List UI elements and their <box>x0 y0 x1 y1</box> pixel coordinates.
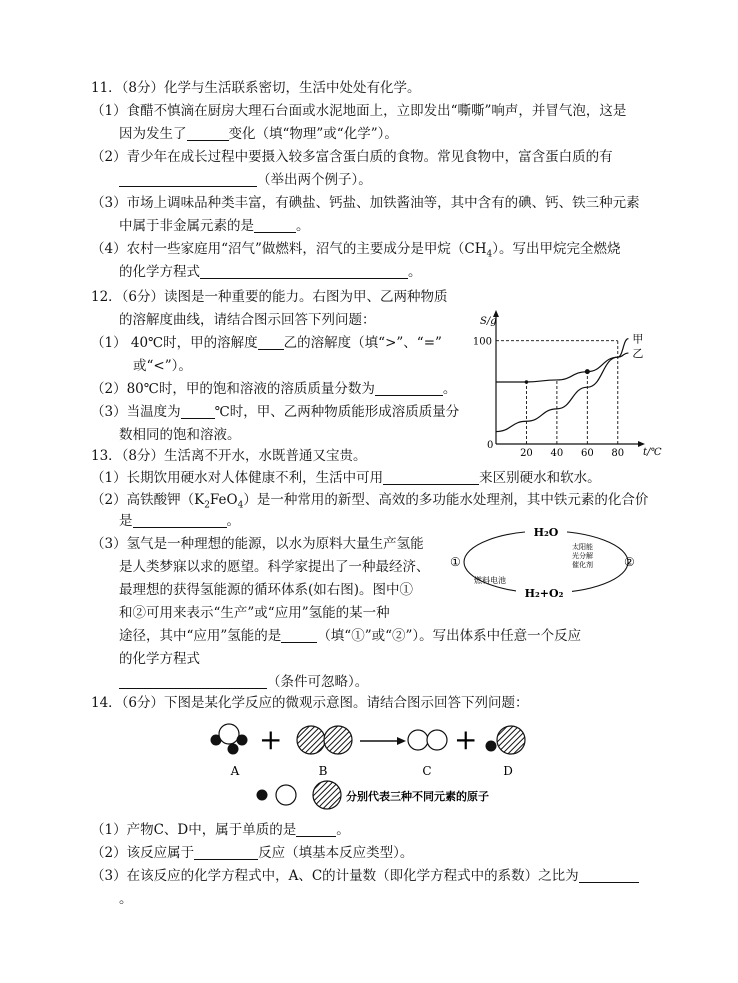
q12-p2 <box>91 379 456 399</box>
x-axis-label: t/℃ <box>643 447 662 458</box>
x-tick-label: 40 <box>550 448 564 459</box>
y-axis-label: S/g <box>480 316 497 327</box>
q13-p2-text4: 。 <box>226 513 240 529</box>
q12-p3-text: （3）当温度为 <box>91 404 181 420</box>
cycle-left-label: 燃料电池 <box>474 576 506 585</box>
label-b: B <box>318 764 328 778</box>
label-c: C <box>422 764 432 778</box>
q14-p3-line1 <box>91 866 639 886</box>
q12-p1-line1 <box>91 333 442 353</box>
q14-p3-answer-blank[interactable] <box>579 867 639 883</box>
q11-p1-text: 因为发生了 <box>119 126 187 142</box>
plus-sign: + <box>454 723 478 756</box>
q13-p2-answer-blank[interactable] <box>133 512 227 528</box>
q13-p2-sub2: 4 <box>237 500 244 511</box>
q12-stem2: 的溶解度曲线，请结合图示回答下列问题： <box>119 312 376 328</box>
q11-p3-text: 中属于非金属元素的是 <box>119 218 254 234</box>
q11-p1-line1: （1）食醋不慎滴在厨房大理石台面或水泥地面上，立即发出“嘶嘶”响声，并冒气泡，这是 <box>91 103 627 119</box>
y-tick-label: 100 <box>472 336 492 348</box>
cycle-right-label-1: 太阳能 <box>572 543 593 551</box>
q13-p3-line2: 是人类梦寐以求的愿望。科学家提出了一种最经济、 <box>119 559 430 575</box>
q12-p1-text2: 乙的溶解度（填“>”、“=” <box>283 335 442 351</box>
q11-p3-text2: 。 <box>296 218 310 234</box>
q12-stem: 12．（6分）读图是一种重要的能力。右图为甲、乙两种物质 <box>91 289 448 305</box>
q13-p3-line7 <box>119 672 368 692</box>
label-a: A <box>230 764 240 778</box>
q13-p2-mid: FeO <box>209 492 238 508</box>
white-atom <box>427 730 447 750</box>
q11-p2-answer-blank[interactable] <box>119 171 257 187</box>
point-20c <box>525 380 529 384</box>
q14-p3-line2: 。 <box>119 891 133 907</box>
q13-p2-line2 <box>119 511 240 531</box>
legend-white-atom <box>276 785 296 805</box>
q11-p4-text2: ）。写出甲烷完全燃烧 <box>492 241 621 257</box>
q14-p3-text: （3）在该反应的化学方程式中，A、C的计量数（即化学方程式中的系数）之比为 <box>91 868 579 884</box>
molecule-b <box>297 726 352 754</box>
black-atom <box>228 744 239 755</box>
q12-p3-answer-blank[interactable] <box>181 403 215 419</box>
solubility-chart <box>468 296 668 466</box>
q13-p2-text2: ）是一种常用的新型、高效的多功能水处理剂，其中铁元素的化合价 <box>243 492 649 508</box>
q14-p2 <box>91 843 413 863</box>
q11-p4-text3: 的化学方程式 <box>119 264 200 280</box>
reaction-arrow <box>360 737 406 745</box>
q14-p1-answer-blank[interactable] <box>296 821 336 837</box>
series-curve-2 <box>496 353 628 382</box>
q11-p4-line1 <box>91 239 620 265</box>
q13-stem: 13．（8分）生活离不开水，水既普通又宝贵。 <box>91 448 367 464</box>
q11-p4-answer-blank[interactable] <box>200 263 408 279</box>
q12-p2-answer-blank[interactable] <box>375 380 443 396</box>
q12-p3-text2: ℃时，甲、乙两种物质能形成溶质质量分 <box>214 404 460 420</box>
atom-legend <box>257 781 490 809</box>
hydrogen-cycle-diagram <box>448 528 640 606</box>
label-d: D <box>503 764 513 778</box>
q14-stem: 14．（6分）下图是某化学反应的微观示意图。请结合图示回答下列问题： <box>91 695 529 711</box>
q13-p2-text3: 是 <box>119 513 133 529</box>
q14-p1-text: （1）产物C、D中，属于单质的是 <box>91 822 297 838</box>
cycle-top-label: H₂O <box>533 528 559 539</box>
q14-p1 <box>91 820 350 840</box>
solubility-marks <box>496 333 643 432</box>
q11-p1-answer-blank[interactable] <box>187 125 229 141</box>
q12-p2-text: （2）80℃时，甲的饱和溶液的溶质质量分数为 <box>91 381 375 397</box>
q14-p1-text2: 。 <box>336 822 350 838</box>
q13-p1-answer-blank[interactable] <box>383 469 479 485</box>
q11-p1-line2 <box>119 124 398 144</box>
intersection-point <box>585 369 590 374</box>
reaction-micro-diagram <box>200 716 560 828</box>
q14-p2-text2: 反应（填基本反应类型）。 <box>258 845 414 861</box>
legend-black-atom <box>257 790 268 801</box>
q11-p2-line1: （2）青少年在成长过程中要摄入较多富含蛋白质的食物。常见食物中，富含蛋白质的有 <box>91 149 613 165</box>
q14-p2-text: （2）该反应属于 <box>91 845 195 861</box>
series-label-1: 甲 <box>632 332 644 346</box>
hatched-atom <box>297 726 325 754</box>
q11-p2-line2 <box>119 170 372 190</box>
q11-p4-text: （4）农村一些家庭用“沼气”做燃料，沼气的主要成分是甲烷（CH <box>91 241 487 257</box>
q11-p4-sub: 4 <box>486 249 493 260</box>
q13-p2-text: （2）高铁酸钾（K <box>91 492 205 508</box>
series-curve-1 <box>496 339 628 432</box>
cycle-right-label-2: 光分解 <box>572 552 593 560</box>
q12-p2-text2: 。 <box>442 381 457 397</box>
q13-p3-line4: 和②可用来表示“生产”或“应用”氢能的某一种 <box>119 605 390 621</box>
black-atom <box>486 741 497 752</box>
white-atom <box>408 730 428 750</box>
hatched-atom <box>497 726 525 754</box>
molecule-a <box>211 724 248 755</box>
x-tick-label: 20 <box>520 448 533 459</box>
q11-p3-line1: （3）市场上调味品种类丰富，有碘盐、钙盐、加铁酱油等，其中含有的碘、钙、铁三种元素 <box>91 195 640 211</box>
cycle-bottom-label: H₂+O₂ <box>524 587 564 600</box>
q11-p3-line2 <box>119 216 310 236</box>
q11-p1-text2: 变化（填“物理”或“化学”）。 <box>228 126 398 142</box>
q12-p1-answer-blank[interactable] <box>258 334 284 350</box>
q14-p2-answer-blank[interactable] <box>194 844 258 860</box>
cycle-mark-2: ② <box>624 555 635 569</box>
q13-p3-line5 <box>119 626 581 646</box>
q13-p3-text2: （填“①”或“②”）。写出体系中任意一个反应 <box>317 628 582 644</box>
q11-p4-line2 <box>119 262 422 282</box>
cycle-mark-1: ① <box>450 555 461 569</box>
q11-p4-text4: 。 <box>408 264 422 280</box>
q13-p3-line6: 的化学方程式 <box>119 651 200 667</box>
plus-sign: + <box>259 723 283 756</box>
q11-p3-answer-blank[interactable] <box>254 217 296 233</box>
q11-p2-text: （举出两个例子）。 <box>257 172 372 188</box>
molecule-d <box>486 726 526 754</box>
hatched-atom <box>324 726 352 754</box>
q13-p1-text2: 来区别硬水和软水。 <box>479 470 601 486</box>
q13-p2-sub1: 2 <box>204 500 210 511</box>
q13-p1-text: （1）长期饮用硬水对人体健康不利，生活中可用 <box>91 470 384 486</box>
q12-p3-line1 <box>91 402 459 422</box>
cycle-right-label-3: 催化剂 <box>572 561 593 569</box>
q13-p3-text3: （条件可忽略）。 <box>267 674 369 690</box>
legend-text: 分别代表三种不同元素的原子 <box>346 790 489 803</box>
q13-p3-answer-blank-2[interactable] <box>119 673 267 689</box>
q12-p1-text: （1） 40℃时，甲的溶解度 <box>91 335 258 351</box>
q12-p3-line2: 数相同的饱和溶液。 <box>119 427 241 443</box>
q11-stem: 11．（8分）化学与生活联系密切，生活中处处有化学。 <box>91 80 421 96</box>
origin-label: 0 <box>487 440 494 451</box>
molecule-c <box>408 730 447 750</box>
series-label-2: 乙 <box>632 347 644 361</box>
q13-p3-line1: （3）氢气是一种理想的能源，以水为原料大量生产氢能 <box>91 536 424 552</box>
q13-p1 <box>91 468 601 488</box>
x-tick-label: 80 <box>611 448 625 459</box>
black-atom <box>237 735 248 746</box>
q12-p1-line2: 或“<”）。 <box>133 358 192 374</box>
legend-hatched-atom <box>313 781 341 809</box>
x-tick-label: 60 <box>580 448 594 459</box>
q13-p3-line3: 最理想的获得氢能源的循环体系(如右图)。图中① <box>119 582 414 598</box>
q13-p3-answer-blank-1[interactable] <box>281 627 317 643</box>
q13-p3-text: 途径，其中“应用”氢能的是 <box>119 628 282 644</box>
white-atom <box>219 724 239 744</box>
